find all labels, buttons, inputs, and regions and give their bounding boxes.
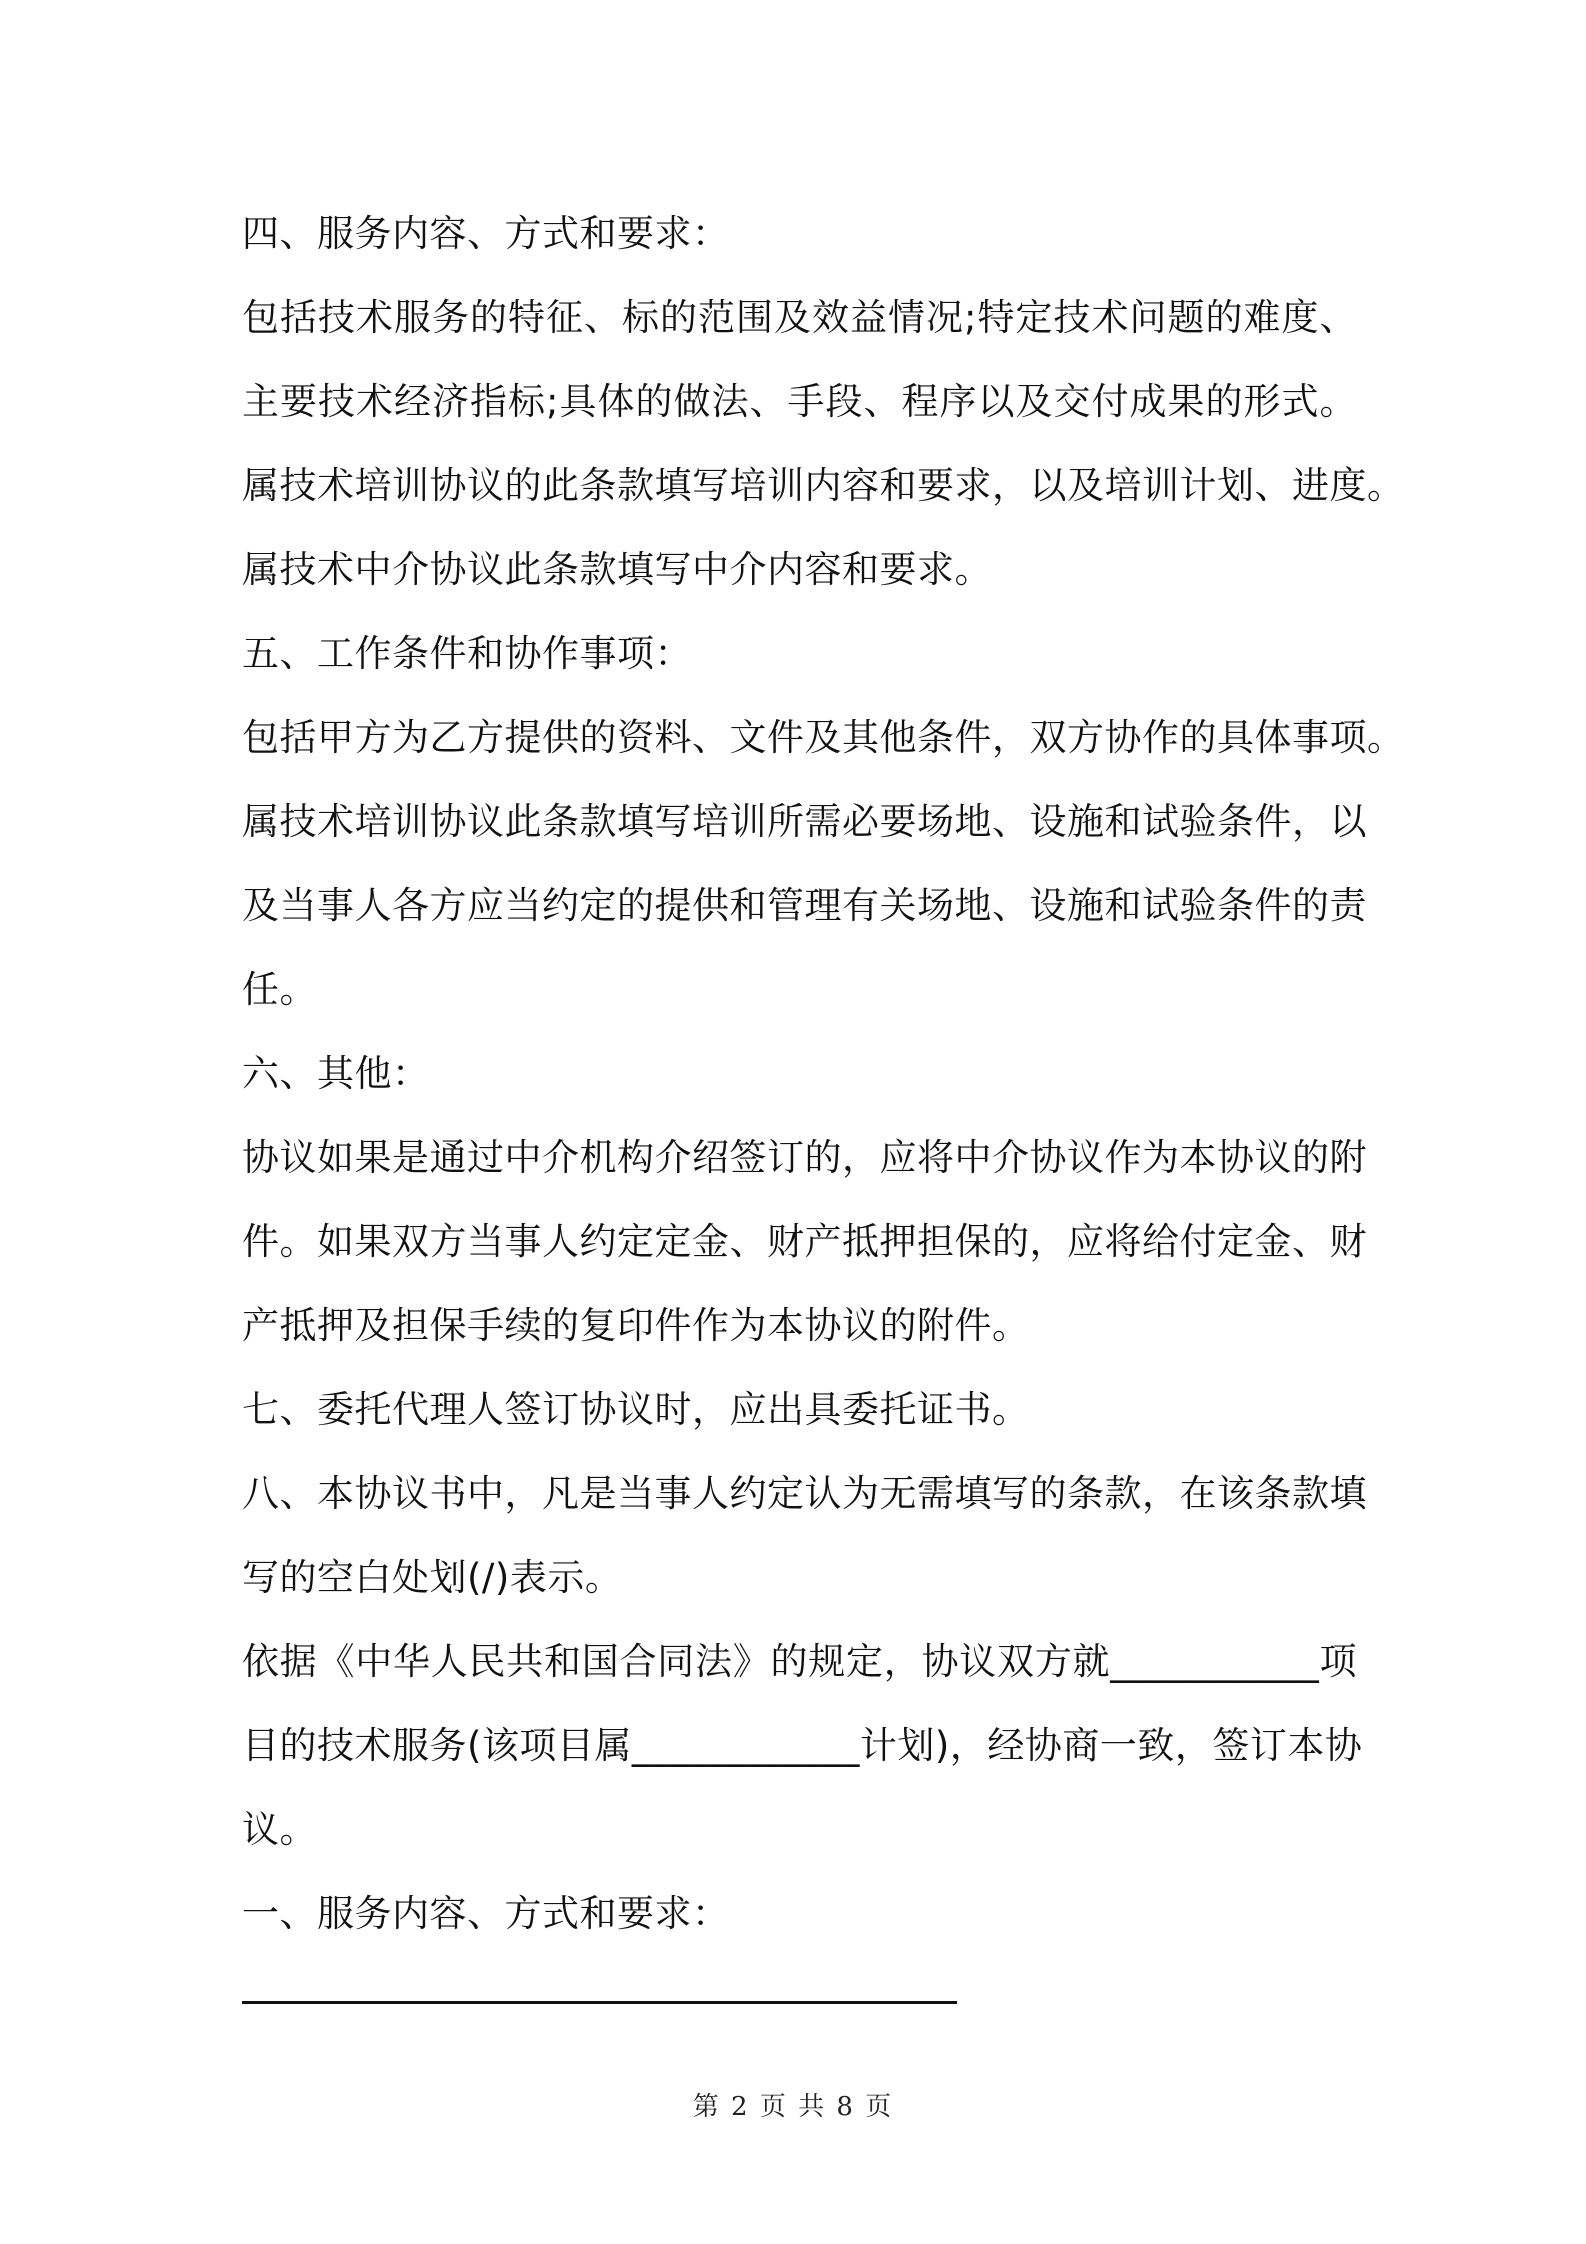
paragraph-line: 主要技术经济指标;具体的做法、手段、程序以及交付成果的形式。 xyxy=(242,380,1357,423)
section-heading-6: 六、其他： xyxy=(242,1052,430,1095)
page-number-footer: 第 2 页 共 8 页 xyxy=(692,2092,894,2122)
paragraph-line: 协议如果是通过中介机构介绍签订的，应将中介协议作为本协议的附 xyxy=(242,1136,1367,1179)
paragraph-line: 依据《中华人民共和国合同法》的规定，协议双方就___________项 xyxy=(242,1640,1357,1683)
document-body xyxy=(242,192,1405,1956)
paragraph-line: 包括技术服务的特征、标的范围及效益情况;特定技术问题的难度、 xyxy=(242,296,1357,339)
section-heading-5: 五、工作条件和协作事项： xyxy=(242,632,692,675)
section-heading-1: 一、服务内容、方式和要求： xyxy=(242,1892,730,1935)
section-heading-7: 七、委托代理人签订协议时，应出具委托证书。 xyxy=(242,1388,1030,1431)
paragraph-line: 属技术培训协议此条款填写培训所需必要场地、设施和试验条件，以 xyxy=(242,800,1367,843)
paragraph-line: 写的空白处划(/)表示。 xyxy=(242,1556,623,1599)
section-heading-8: 八、本协议书中，凡是当事人约定认为无需填写的条款，在该条款填 xyxy=(242,1472,1367,1515)
fill-in-blank-line xyxy=(242,2001,957,2004)
section-heading-4: 四、服务内容、方式和要求： xyxy=(242,212,730,255)
paragraph-line: 及当事人各方应当约定的提供和管理有关场地、设施和试验条件的责 xyxy=(242,884,1367,927)
paragraph-line: 任。 xyxy=(242,968,317,1011)
paragraph-line: 议。 xyxy=(242,1808,317,1851)
paragraph-line: 产抵押及担保手续的复印件作为本协议的附件。 xyxy=(242,1304,1030,1347)
paragraph-line: 属技术中介协议此条款填写中介内容和要求。 xyxy=(242,548,992,591)
paragraph-line: 件。如果双方当事人约定定金、财产抵押担保的，应将给付定金、财 xyxy=(242,1220,1367,1263)
paragraph-line: 目的技术服务(该项目属____________计划)，经协商一致，签订本协 xyxy=(242,1724,1363,1767)
paragraph-line: 属技术培训协议的此条款填写培训内容和要求，以及培训计划、进度。 xyxy=(242,464,1405,507)
paragraph-line: 包括甲方为乙方提供的资料、文件及其他条件，双方协作的具体事项。 xyxy=(242,716,1405,759)
